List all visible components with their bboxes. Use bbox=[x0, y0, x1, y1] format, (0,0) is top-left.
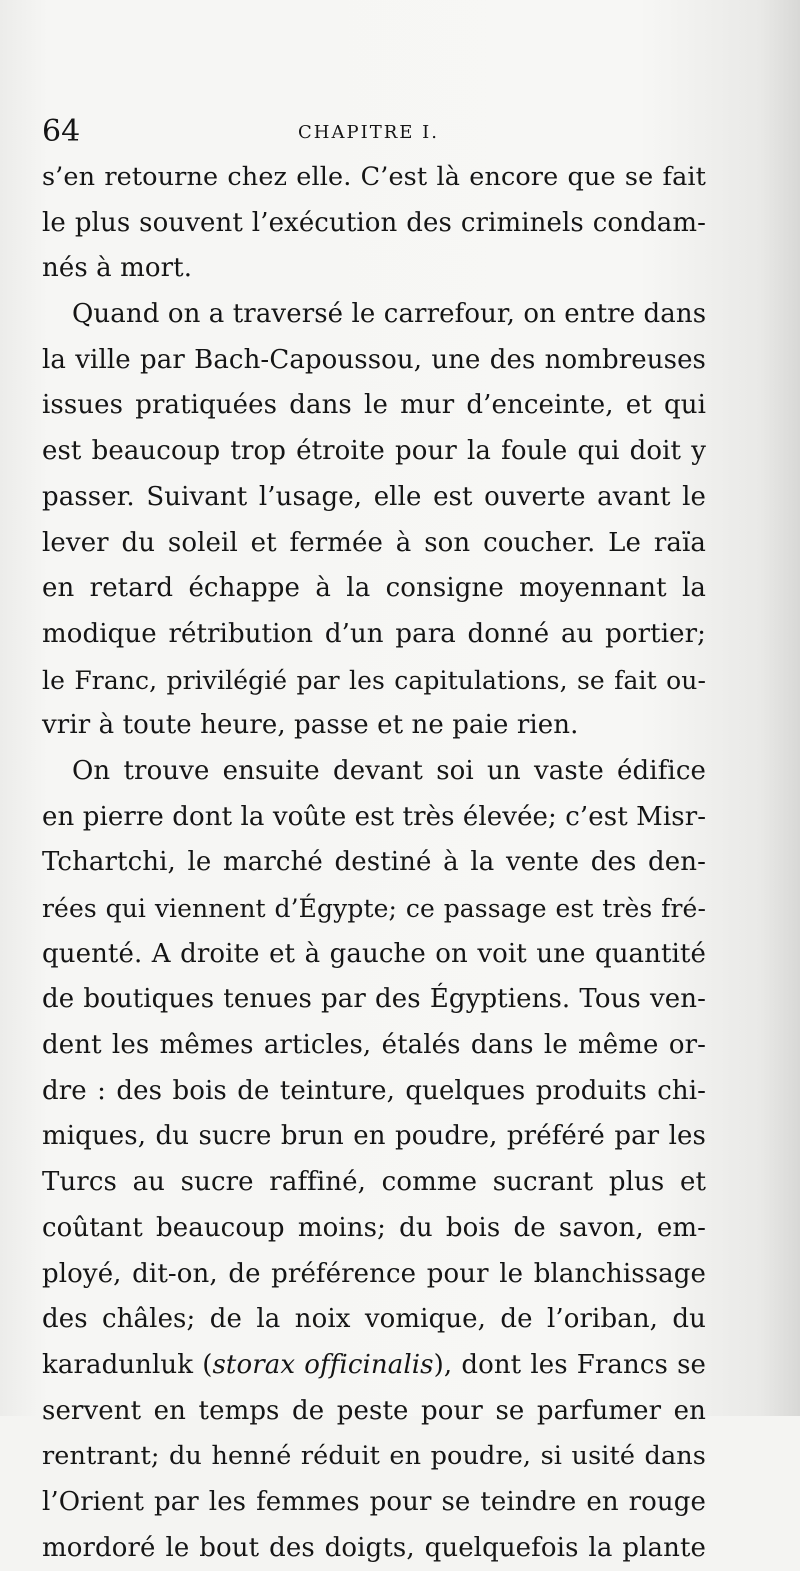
text-line: la ville par Bach-Capoussou, une des nombreuses bbox=[42, 344, 706, 375]
text-fragment: ), dont les Francs se bbox=[433, 1349, 707, 1380]
text-line: Turcs au sucre raffiné, comme sucrant plus et bbox=[42, 1167, 706, 1198]
paragraph-start-line: Quand on a traversé le carrefour, on entre dans bbox=[72, 299, 707, 330]
text-line: dre : des bois de teinture, quelques produits chi- bbox=[42, 1075, 706, 1106]
text-line: servent en temps de peste pour se parfumer en bbox=[42, 1395, 706, 1426]
text-line: des châles; de la noix vomique, de l’oriban, du bbox=[42, 1304, 706, 1335]
text-line: rées qui viennent d’Égypte; ce passage est très fré- bbox=[42, 894, 706, 923]
text-line: lever du soleil et fermée à son coucher. Le raïa bbox=[42, 527, 706, 558]
body-text bbox=[42, 155, 706, 1571]
text-line: de boutiques tenues par des Égyptiens. Tous ven- bbox=[42, 984, 706, 1015]
paragraph-end-line: vrir à toute heure, passe et ne paie rien. bbox=[42, 710, 579, 741]
text-line: passer. Suivant l’usage, elle est ouverte avant le bbox=[42, 481, 706, 512]
chapter-title: CHAPITRE I. bbox=[298, 122, 439, 143]
text-line: modique rétribution d’un para donné au portier; bbox=[42, 618, 706, 649]
text-line: ployé, dit-on, de préférence pour le blanchissage bbox=[42, 1258, 706, 1289]
text-line: Tchartchi, le marché destiné à la vente des den- bbox=[42, 847, 706, 878]
paragraph-start-line: On trouve ensuite devant soi un vaste édifice bbox=[72, 755, 706, 786]
text-line: dent les mêmes articles, étalés dans le même or- bbox=[42, 1030, 706, 1061]
text-line: rentrant; du henné réduit en poudre, si usité dans bbox=[42, 1441, 706, 1472]
text-line: est beaucoup trop étroite pour la foule qui doit y bbox=[42, 436, 706, 467]
text-line: en pierre dont la voûte est très élevée; c’est Misr- bbox=[42, 801, 707, 832]
text-line: quenté. A droite et à gauche on voit une quantité bbox=[42, 938, 706, 969]
text-line: l’Orient par les femmes pour se teindre en rouge bbox=[42, 1486, 706, 1517]
text-line: issues pratiquées dans le mur d’enceinte, et qui bbox=[42, 390, 706, 421]
text-line: en retard échappe à la consigne moyennant la bbox=[42, 573, 706, 604]
text-line: le plus souvent l’exécution des criminels condam- bbox=[42, 207, 706, 238]
text-line-with-italic bbox=[42, 1343, 706, 1389]
text-line: mordoré le bout des doigts, quelquefois la plante bbox=[42, 1532, 706, 1563]
text-line: le Franc, privilégié par les capitulations, se fait ou- bbox=[42, 665, 706, 695]
text-fragment: karadunluk ( bbox=[42, 1349, 213, 1380]
italic-species-name: storax officinalis bbox=[212, 1349, 434, 1380]
text-line: coûtant beaucoup moins; du bois de savon, em- bbox=[42, 1212, 706, 1243]
page-number: 64 bbox=[42, 114, 81, 149]
running-head bbox=[42, 112, 742, 152]
paragraph-end-line: nés à mort. bbox=[42, 253, 193, 284]
text-line: miques, du sucre brun en poudre, préféré par les bbox=[42, 1121, 706, 1152]
text-line: s’en retourne chez elle. C’est là encore que se fait bbox=[42, 162, 706, 192]
